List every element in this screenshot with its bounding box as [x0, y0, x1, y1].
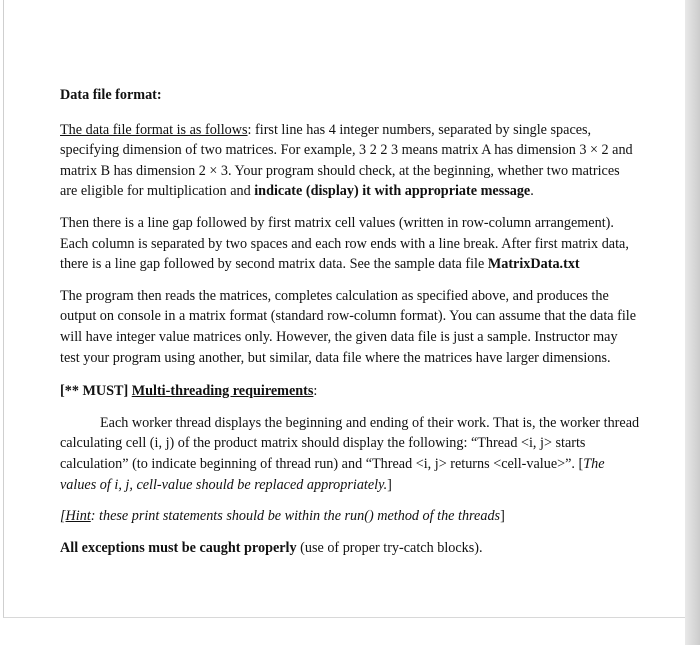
- must-prefix: [** MUST]: [60, 383, 129, 400]
- file-format-intro: The data file format is as follows: [60, 121, 248, 138]
- hint-text: : these print statements should be within the run() method of the threads: [90, 508, 501, 525]
- program-output-body: The program then reads the matrices, completes calculation as specified above, and produces the output on console in a matrix format (standard row-column format). You can assume that the data file will have integer value matrices only. However, the given data file is just a sample. Instructor may test your program using another, but similar, data file where the matrices have larger dimensions.: [60, 287, 637, 366]
- section-heading: [60, 85, 640, 106]
- paragraph-thread-display: [60, 413, 640, 495]
- thread-display-body: Each worker thread displays the beginning and ending of their work. That is, the worker thread calculating cell (i, j) of the product matrix should display the following: “Thread <i, j> starts calculation” (to indicate beginning of thread run) and “Thread <i, j> returns <cell-value>”. [: [60, 414, 640, 472]
- matrix-layout-body: Then there is a line gap followed by first matrix cell values (written in row-column arrangement). Each column is separated by two spaces and each row ends with a line break. After first matrix data, there is a line gap followed by second matrix data. See the sample data file: [60, 214, 629, 273]
- file-format-end: .: [530, 183, 534, 200]
- heading-text: Data file format: [60, 87, 157, 103]
- must-heading: [60, 381, 640, 402]
- file-format-emphasis: indicate (display) it with appropriate message: [254, 183, 531, 200]
- heading-colon: :: [156, 87, 162, 103]
- sample-file-name: MatrixData.txt: [487, 256, 580, 273]
- must-colon: :: [313, 383, 318, 400]
- paragraph-program-output: [60, 286, 640, 368]
- hint-line: [60, 506, 640, 527]
- file-format-body: : first line has 4 integer numbers, separated by single spaces, specifying dimension of two matrices. For example, 3 2 2 3 means matrix A has dimension 3 × 2 and matrix B has dimension 2 × 3. Your program should check, at the beginning, whether two matrices are eligible for multiplication and: [60, 121, 633, 200]
- page-edge-shadow: [685, 0, 700, 645]
- thread-display-end: ]: [387, 476, 392, 493]
- hint-label: Hint: [65, 508, 91, 525]
- hint-close-bracket: ]: [500, 508, 505, 525]
- hint-open-bracket: [: [60, 508, 66, 525]
- thread-display-note: The values of i, j, cell-value should be replaced appropriately.: [60, 455, 605, 493]
- paragraph-matrix-layout: [60, 213, 640, 275]
- multithreading-title: Multi-threading requirements: [131, 383, 314, 400]
- document-content: [60, 85, 640, 558]
- exceptions-emphasis: All exceptions must be caught properly: [60, 539, 297, 556]
- exceptions-text: (use of proper try-catch blocks).: [296, 539, 483, 556]
- exceptions-line: [60, 538, 640, 559]
- paragraph-file-format: [60, 120, 640, 202]
